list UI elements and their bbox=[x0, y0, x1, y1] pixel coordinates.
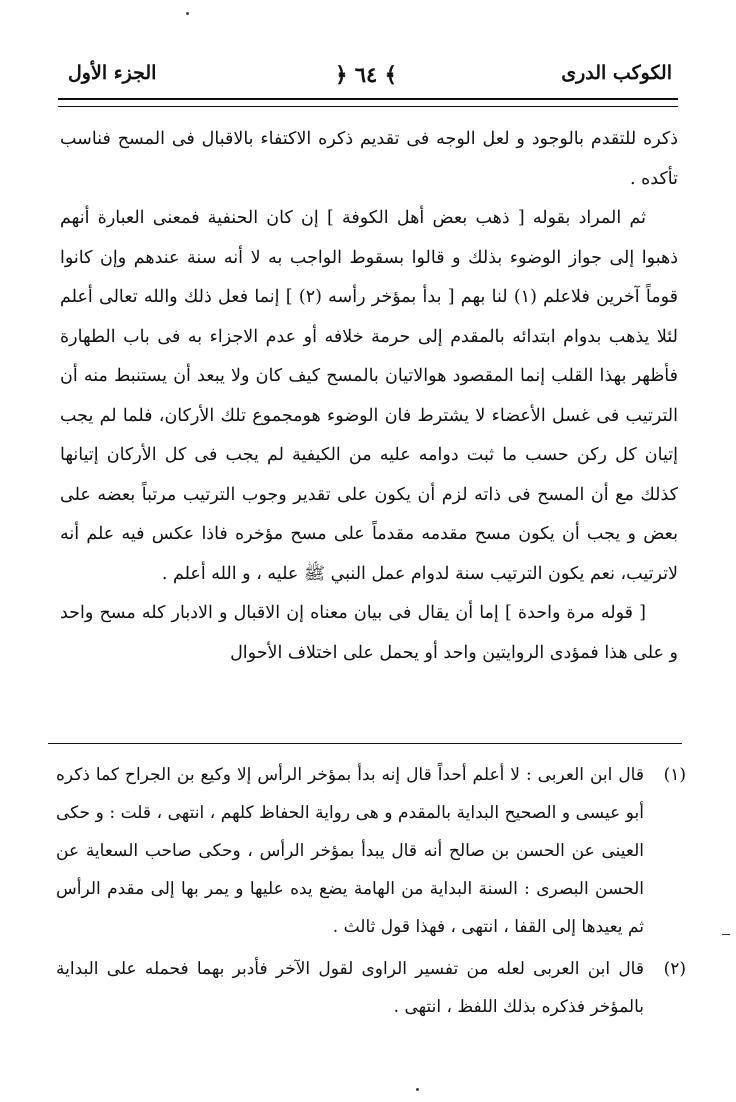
scan-edge-mark bbox=[722, 934, 730, 935]
header-rule bbox=[58, 98, 678, 107]
running-header bbox=[56, 58, 676, 94]
page-number: ﴿ ٦٤ ﴾ bbox=[335, 62, 397, 87]
volume-part: الجزء الأول bbox=[68, 62, 157, 84]
scan-speck bbox=[416, 1088, 419, 1091]
paragraph: ثم المراد بقوله [ ذهب بعض أهل الكوفة ] إن كان الحنفية فمعنى العبارة أنهم ذهبوا إلى جواز الوضوء بذلك و قالوا بسقوط الواجب به لا أنه سنة عندهم وإن كانوا قوماً آخرين فلاعلم (١) لنا بهم [ بدأ بمؤخر رأسه (٢) ] إنما فعل ذلك والله تعالى أعلم لئلا يذهب بدوام ابتدائه بالمقدم إلى حرمة خلافه أو عدم الاجزاء به فى باب الطهارة فأظهر بهذا القلب إنما المقصود هوالاتيان بالمسح كيف كان ولا يبعد أن يستنبط منه أن الترتيب فى غسل الأعضاء لا يشترط فان الوضوء هومجموع تلك الأركان، فلما لم يجب إتيان كل ركن حسب ما ثبت دوامه عليه من الكيفية لم يجب فى كل الأركان إتيانها كذلك مع أن المسح فى ذاته لزم أن يكون على تقدير وجوب الترتيب مرتباً بعضه على بعض و يجب أن يكون مسح مقدمه مقدماً على مسح مؤخره فاذا عكس فيه علم أنه لاترتيب، نعم يكون الترتيب سنة لدوام عمل النبي ﷺ عليه ، و الله أعلم . bbox=[60, 208, 678, 584]
footnote-text: قال ابن العربى : لا أعلم أحداً قال إنه بدأ بمؤخر الرأس إلا وكيع بن الجراح كما ذكره أبو عيسى و الصحيح البداية بالمقدم و هى رواية الحفاظ كلهم ، انتهى ، قلت : و حكى العينى عن الحسن بن صالح أنه قال يبدأ بمؤخر الرأس ، وحكى صاحب السعاية عن الحسن البصرى : السنة البداية من الهامة يضع يده عليها و يمر بها إلى مقدم الرأس ثم يعيدها إلى القفا ، انتهى ، فهذا قول ثالث . bbox=[56, 765, 644, 937]
footnote-number: (١) bbox=[663, 765, 686, 785]
footnote-text: قال ابن العربى لعله من تفسير الراوى لقول الآخر فأدبر بهما فحمله على البداية بالمؤخر فذكره بذلك اللفظ ، انتهى . bbox=[56, 959, 644, 1017]
footnote-separator bbox=[48, 743, 682, 744]
paragraph: ذكره للتقدم بالوجود و لعل الوجه فى تقديم ذكره الاكتفاء بالاقبال فى المسح فناسب تأكده . bbox=[60, 129, 678, 189]
footnotes bbox=[56, 756, 686, 1030]
footnote-number: (٢) bbox=[663, 959, 686, 979]
book-title: الكوكب الدرى bbox=[561, 62, 672, 84]
paragraph: [ قوله مرة واحدة ] إما أن يقال فى بيان معناه إن الاقبال و الادبار كله مسح واحد و على هذا فمؤدى الروايتين واحد أو يحمل على اختلاف الأحوال bbox=[60, 603, 678, 663]
main-text bbox=[60, 120, 678, 673]
scan-speck bbox=[186, 12, 189, 15]
footnote bbox=[56, 756, 686, 946]
footnote bbox=[56, 950, 686, 1026]
